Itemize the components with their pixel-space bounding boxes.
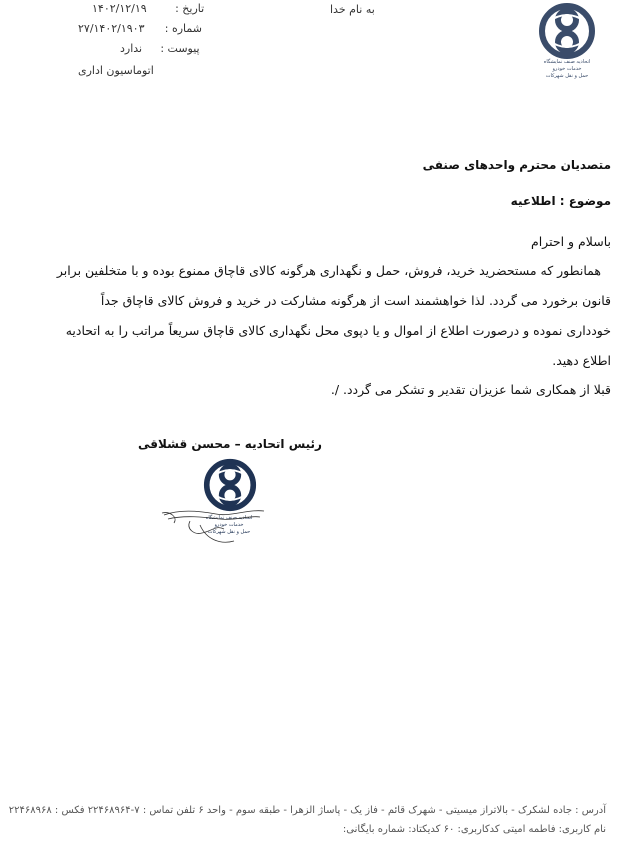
- greeting: باسلام و احترام: [530, 234, 611, 249]
- footer-user-info: نام کاربری: فاطمه امیتی کدکاربری: ۶۰ کدیکتاد: شماره بایگانی:: [342, 824, 606, 835]
- invocation: به نام خدا: [330, 3, 375, 16]
- meta-number-value: ۲۷/۱۴۰۲/۱۹۰۳: [78, 22, 145, 35]
- stamp-caption-line: حمل و نقل شهرکات: [207, 529, 251, 535]
- logo-caption-line: حمل و نقل شهرکات: [545, 73, 589, 79]
- body-line: همانطور که مستحضرید خرید، فروش، حمل و نگهداری هرگونه کالای قاچاق ممنوع بوده و با متخلفین برابر: [56, 263, 601, 278]
- body-line: اطلاع دهید.: [552, 353, 611, 368]
- meta-date: [92, 2, 204, 15]
- system-label: اتوماسیون اداری: [78, 64, 154, 77]
- signature-title: رئیس اتحادیه – محسن قشلاقی: [138, 437, 322, 451]
- meta-date-value: ۱۴۰۲/۱۲/۱۹: [92, 2, 147, 15]
- meta-number: [78, 22, 202, 35]
- body-line: خودداری نموده و درصورت اطلاع از اموال و یا دپوی محل نگهداری کالای قاچاق سریعاً مراتب را به اتحادیه: [65, 323, 611, 338]
- subject: موضوع : اطلاعیه: [510, 194, 611, 208]
- closing: قبلا از همکاری شما عزیزان تقدیر و تشکر می گردد. /.: [330, 382, 611, 397]
- body-line: قانون برخورد می گردد. لذا خواهشمند است از هرگونه مشارکت در خرید و فروش کالای قاچاق جداً: [100, 293, 611, 308]
- recipient: متصدیان محترم واحدهای صنفی: [422, 158, 611, 172]
- logo-caption-line: اتحادیه صنف نمایشگاه: [543, 59, 591, 65]
- meta-attachment-value: ندارد: [120, 42, 143, 55]
- letter-body: [23, 256, 611, 376]
- stamp-caption-line: خدمات خودرو: [214, 522, 244, 528]
- meta-attachment-label: پیوست :: [160, 42, 200, 55]
- footer-address: آدرس : جاده لشکرک - بالاتراز میسیتی - شهرک قائم - فاز یک - پاساژ الزهرا - طبقه سوم - واحد ۶ تلفن تماس : ۷-۲۲۴۶۸۹۶۴ فکس : ۲۲۴۶۸۹۶۸: [8, 805, 606, 816]
- meta-attachment: [120, 42, 200, 55]
- union-logo-icon: [538, 2, 596, 60]
- handwritten-signature-icon: [160, 495, 270, 550]
- logo-caption: [533, 59, 601, 80]
- logo-caption-line: خدمات خودرو: [552, 66, 582, 72]
- meta-date-label: تاریخ :: [175, 2, 205, 15]
- meta-number-label: شماره :: [164, 22, 202, 35]
- stamp-caption-line: اتحادیه صنف نمایشگاه: [205, 515, 253, 521]
